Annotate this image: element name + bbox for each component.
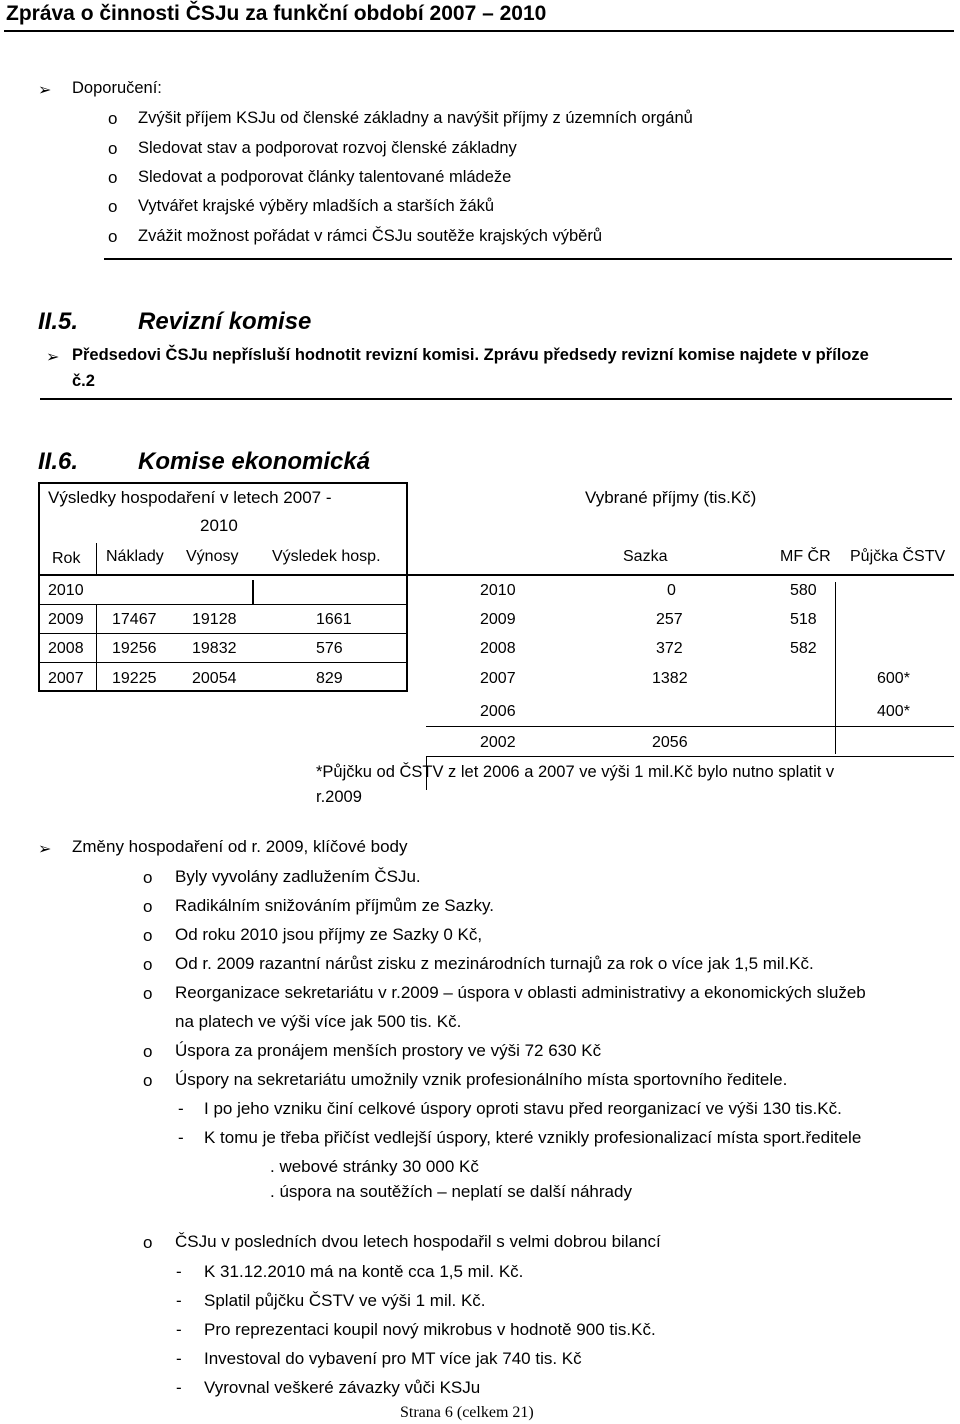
changes-item: Od r. 2009 razantní nárůst zisku z mezinárodních turnajů za rok o více jak 1,5 mil.Kč. — [175, 954, 814, 973]
circle-bullet-icon: o — [108, 168, 118, 187]
changes-dot-item: . úspora na soutěžích – neplatí se další náhrady — [270, 1182, 632, 1201]
dash-bullet-icon: - — [176, 1291, 182, 1310]
results-cell: 2010 — [48, 582, 84, 599]
income-header-rule — [408, 574, 954, 576]
income-row-rule — [426, 726, 954, 727]
income-cell: 2056 — [652, 734, 688, 751]
income-cell: 257 — [656, 611, 683, 628]
circle-bullet-icon: o — [143, 897, 153, 916]
results-cell: 19256 — [112, 640, 157, 657]
income-col-header: Sazka — [623, 548, 668, 565]
results-cell: 1661 — [316, 611, 352, 628]
recommendation-item: Sledovat stav a podporovat rozvoj členské základny — [138, 139, 517, 157]
changes-dash-item: K tomu je třeba přičíst vedlejší úspory, které vznikly profesionalizací místa sport.ředitele — [204, 1128, 862, 1147]
page-number: Strana 6 (celkem 21) — [400, 1404, 534, 1421]
revision-text: č.2 — [72, 372, 95, 390]
changes-item: Reorganizace sekretariátu v r.2009 – úspora v oblasti administrativy a ekonomických služeb — [175, 983, 866, 1002]
results-cell: 19832 — [192, 640, 237, 657]
income-cell: 582 — [790, 640, 817, 657]
results-title: Výsledky hospodaření v letech 2007 - — [48, 488, 332, 507]
circle-bullet-icon: o — [108, 139, 118, 158]
recommendation-item: Sledovat a podporovat články talentované mládeže — [138, 168, 512, 186]
results-title: 2010 — [200, 516, 238, 535]
revision-rule — [40, 398, 952, 400]
income-cell: 2009 — [480, 611, 516, 628]
changes-dot-item: . webové stránky 30 000 Kč — [270, 1157, 479, 1176]
results-row-rule — [38, 633, 408, 634]
recommendation-item: Zvýšit příjem KSJu od členské základny a navýšit příjmy z územních orgánů — [138, 109, 693, 127]
results-col-header: Výnosy — [186, 548, 239, 565]
balance-item: ČSJu v posledních dvou letech hospodařil s velmi dobrou bilancí — [175, 1232, 661, 1251]
income-title: Vybrané příjmy (tis.Kč) — [585, 488, 757, 507]
income-cell: 2002 — [480, 734, 516, 751]
income-cell: 2006 — [480, 703, 516, 720]
income-col-header: Půjčka ČSTV — [850, 548, 946, 565]
changes-dash-item: I po jeho vzniku činí celkové úspory oproti stavu před reorganizací ve výši 130 tis.Kč. — [204, 1099, 842, 1118]
income-cell: 372 — [656, 640, 683, 657]
results-col-header: Rok — [52, 550, 81, 567]
income-cell: 0 — [667, 582, 676, 599]
circle-bullet-icon: o — [108, 109, 118, 128]
changes-item: Radikálním snižováním příjmům ze Sazky. — [175, 896, 495, 915]
results-table — [38, 482, 408, 692]
results-cell: 829 — [316, 670, 343, 687]
results-col-divider — [96, 543, 97, 574]
results-row-rule — [38, 662, 408, 663]
section-number: II.6. — [38, 448, 79, 475]
circle-bullet-icon: o — [143, 926, 153, 945]
income-cell: 600* — [877, 670, 910, 687]
changes-item: Úspora za pronájem menších prostory ve výši 72 630 Kč — [175, 1041, 602, 1060]
dash-bullet-icon: - — [176, 1378, 182, 1397]
income-cell: 400* — [877, 703, 910, 720]
results-col-divider — [96, 604, 97, 692]
section-number: II.5. — [38, 308, 79, 335]
results-header-rule — [38, 574, 408, 576]
changes-item: Od roku 2010 jsou příjmy ze Sazky 0 Kč, — [175, 925, 483, 944]
results-cell: 2007 — [48, 670, 84, 687]
section-title: Revizní komise — [138, 308, 312, 335]
results-cell: 20054 — [192, 670, 237, 687]
results-cell: 2009 — [48, 611, 84, 628]
balance-dash-item: Pro reprezentaci koupil nový mikrobus v hodnotě 900 tis.Kč. — [204, 1320, 656, 1339]
balance-dash-item: K 31.12.2010 má na kontě cca 1,5 mil. Kč. — [204, 1262, 524, 1281]
circle-bullet-icon: o — [143, 984, 153, 1003]
circle-bullet-icon: o — [143, 1233, 153, 1252]
income-row-rule — [426, 756, 954, 757]
income-cell: 580 — [790, 582, 817, 599]
dash-bullet-icon: - — [176, 1349, 182, 1368]
recommendations-heading: Doporučení: — [72, 79, 162, 97]
changes-item: na platech ve výši více jak 500 tis. Kč. — [175, 1012, 462, 1031]
circle-bullet-icon: o — [143, 1071, 153, 1090]
recommendation-item: Zvážit možnost pořádat v rámci ČSJu soutěže krajských výběrů — [138, 227, 603, 245]
income-cell: 518 — [790, 611, 817, 628]
income-cell: 2010 — [480, 582, 516, 599]
arrow-bullet-icon: ➢ — [46, 349, 60, 366]
income-cell: 2008 — [480, 640, 516, 657]
section-title: Komise ekonomická — [138, 448, 371, 475]
arrow-bullet-icon: ➢ — [38, 82, 52, 99]
page-header-title: Zpráva o činnosti ČSJu za funkční období 2007 – 2010 — [6, 2, 547, 25]
results-col-header: Výsledek hosp. — [272, 548, 381, 565]
circle-bullet-icon: o — [108, 197, 118, 216]
income-col-divider — [835, 582, 836, 754]
loan-note: r.2009 — [316, 788, 362, 806]
results-gap-marker — [252, 580, 254, 604]
dash-bullet-icon: - — [176, 1262, 182, 1281]
circle-bullet-icon: o — [108, 227, 118, 246]
results-cell: 19128 — [192, 611, 237, 628]
changes-item: Úspory na sekretariátu umožnily vznik profesionálního místa sportovního ředitele. — [175, 1070, 788, 1089]
circle-bullet-icon: o — [143, 955, 153, 974]
recommendation-item: Vytvářet krajské výběry mladších a starších žáků — [138, 197, 495, 215]
arrow-bullet-icon: ➢ — [38, 841, 52, 858]
income-cell: 1382 — [652, 670, 688, 687]
circle-bullet-icon: o — [143, 868, 153, 887]
balance-dash-item: Vyrovnal veškeré závazky vůči KSJu — [204, 1378, 481, 1397]
income-cell: 2007 — [480, 670, 516, 687]
balance-dash-item: Splatil půjčku ČSTV ve výši 1 mil. Kč. — [204, 1291, 486, 1310]
changes-heading: Změny hospodaření od r. 2009, klíčové body — [72, 837, 408, 856]
dash-bullet-icon: - — [176, 1320, 182, 1339]
results-cell: 17467 — [112, 611, 157, 628]
header-rule — [4, 30, 954, 32]
results-cell: 19225 — [112, 670, 157, 687]
income-col-header: MF ČR — [780, 548, 831, 565]
changes-item: Byly vyvolány zadlužením ČSJu. — [175, 867, 421, 886]
results-cell: 2008 — [48, 640, 84, 657]
results-row-rule — [38, 604, 408, 605]
balance-dash-item: Investoval do vybavení pro MT více jak 740 tis. Kč — [204, 1349, 582, 1368]
dash-bullet-icon: - — [178, 1128, 184, 1147]
dash-bullet-icon: - — [178, 1099, 184, 1118]
revision-text: Předsedovi ČSJu nepřísluší hodnotit revizní komisi. Zprávu předsedy revizní komise najdete v příloze — [72, 346, 869, 364]
circle-bullet-icon: o — [143, 1042, 153, 1061]
recommendations-rule — [104, 258, 952, 260]
results-col-header: Náklady — [106, 548, 164, 565]
results-cell: 576 — [316, 640, 343, 657]
loan-note: *Půjčku od ČSTV z let 2006 a 2007 ve výši 1 mil.Kč bylo nutno splatit v — [316, 763, 835, 781]
